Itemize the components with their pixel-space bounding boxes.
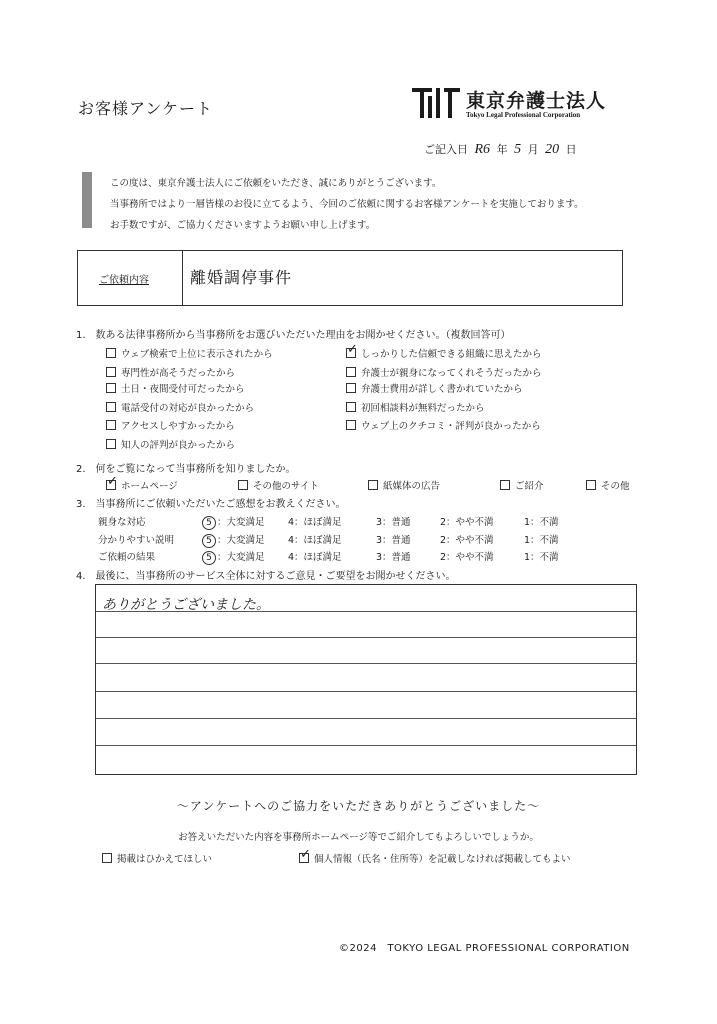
intro-text [110,173,584,236]
logo-english-name: Tokyo Legal Professional Corporation [466,111,581,119]
date-day[interactable]: 20 [545,142,560,157]
q2-option[interactable]: ✓ ホームページ [106,478,178,492]
ruled-line [96,611,636,612]
rating-row [98,532,578,546]
rating-option[interactable]: 4：ほぼ満足 [288,517,342,528]
ruled-line [96,718,636,719]
checkbox[interactable] [102,853,112,863]
consent-option[interactable]: 掲載はひかえてほしい [102,851,212,865]
checkbox[interactable] [346,402,356,412]
q1-option[interactable]: ウェブ上のクチコミ・評判が良かったから [346,418,541,432]
rating-option[interactable]: 2：やや不満 [440,517,494,528]
intro-line: お手数ですが、ご協力くださいますようお願い申し上げます。 [110,220,376,231]
rating-option[interactable]: 4：ほぼ満足 [288,552,342,563]
q1-option[interactable]: 専門性が高そうだったから [106,365,235,379]
rating-label: 分かりやすい説明 [98,535,175,546]
comment-box[interactable] [95,584,637,775]
consent-question: お答えいただいた内容を事務所ホームページ等でご紹介してもよろしいでしょうか。 [178,832,539,843]
thanks-message: 〜アンケートへのご協力をいただきありがとうございました〜 [176,799,541,813]
intro-line: この度は、東京弁護士法人にご依頼をいただき、誠にありがとうございます。 [110,178,442,189]
ruled-line [96,745,636,746]
intro-accent-bar [82,172,92,228]
logo-mark-icon [410,86,462,120]
q1-option[interactable]: 土日・夜間受付可だったから [106,381,245,395]
selected-circle: 5 [202,516,216,530]
rating-option[interactable]: 1：不満 [524,552,559,563]
q1-option[interactable]: ✓ しっかりした信頼できる組織に思えたから [346,346,542,360]
rating-option[interactable]: 3：普通 [376,517,411,528]
q2-option[interactable]: 紙媒体の広告 [368,478,440,492]
q1-option[interactable]: ウェブ検索で上位に表示されたから [106,346,273,360]
rating-option-selected[interactable]: 5 ：大変満足 [202,532,265,548]
checkbox[interactable] [586,480,596,490]
question-4: 4. 最後に、当事務所のサービス全体に対するご意見・ご要望をお聞かせください。 [76,571,456,582]
date-month[interactable]: 5 [514,142,522,157]
checkbox[interactable] [500,480,510,490]
rating-row [98,549,578,563]
ruled-line [96,637,636,638]
checkbox[interactable] [106,348,116,358]
entry-date [424,141,577,158]
rating-label: 親身な対応 [98,517,146,528]
rating-option[interactable]: 1：不満 [524,517,559,528]
ruled-line [96,691,636,692]
checkbox[interactable] [346,420,356,430]
request-label-cell [78,251,183,305]
q1-option[interactable]: 弁護士費用が詳しく書かれていたから [346,381,523,395]
checkbox[interactable] [346,367,356,377]
request-label: ご依頼内容 [99,275,149,286]
selected-circle: 5 [202,551,216,565]
question-2: 2. 何をご覧になって当事務所を知りましたか。 [76,464,296,475]
question-1: 1. 数ある法律事務所から当事務所をお選びいただいた理由をお聞かせください。（複数回答可） [76,330,511,341]
request-value[interactable]: 離婚調停事件 [190,268,293,287]
checkbox[interactable] [368,480,378,490]
request-box [77,250,623,306]
q2-option[interactable]: その他 [586,478,630,492]
checkbox[interactable] [346,383,356,393]
logo-name: 東京弁護士法人 [466,90,607,112]
checkbox-checked[interactable] [346,348,356,358]
rating-option[interactable]: 3：普通 [376,535,411,546]
comment-answer[interactable]: ありがとうございました。 [102,597,270,613]
rating-option[interactable]: 2：やや不満 [440,535,494,546]
q1-option[interactable]: 知人の評判が良かったから [106,437,235,451]
q1-option[interactable]: 弁護士が親身になってくれそうだったから [346,365,542,379]
checkbox[interactable] [106,420,116,430]
date-label: ご記入日 [424,143,468,156]
q2-option[interactable]: その他のサイト [238,478,319,492]
rating-option-selected[interactable]: 5 ：大変満足 [202,514,265,530]
date-year-unit: 年 [496,143,508,156]
rating-label: ご依頼の結果 [98,552,156,563]
checkbox[interactable] [106,402,116,412]
q2-option[interactable]: ご紹介 [500,478,544,492]
selected-circle: 5 [202,534,216,548]
date-month-unit: 月 [527,143,539,156]
date-day-unit: 日 [565,143,577,156]
rating-option[interactable]: 1：不満 [524,535,559,546]
rating-option[interactable]: 4：ほぼ満足 [288,535,342,546]
checkbox[interactable] [106,383,116,393]
rating-option-selected[interactable]: 5 ：大変満足 [202,549,265,565]
q1-option[interactable]: アクセスしやすかったから [106,418,235,432]
checkbox[interactable] [106,439,116,449]
checkbox[interactable] [106,367,116,377]
q1-option[interactable]: 初回相談料が無料だったから [346,400,485,414]
question-3: 3. 当事務所にご依頼いただいたご感想をお教えください。 [76,499,346,510]
date-era[interactable]: R6 [474,142,491,157]
checkbox-checked[interactable] [299,853,309,863]
intro-line: 当事務所ではより一層皆様のお役に立てるよう、今回のご依頼に関するお客様アンケートを実施しております。 [110,199,584,210]
consent-option[interactable]: ✓ 個人情報（氏名・住所等）を記載しなければ掲載してもよい [299,851,571,865]
checkbox-checked[interactable] [106,480,116,490]
page-title: お客様アンケート [78,99,214,118]
rating-option[interactable]: 3：普通 [376,552,411,563]
company-logo [410,86,610,126]
q1-option[interactable]: 電話受付の対応が良かったから [106,400,254,414]
rating-option[interactable]: 2：やや不満 [440,552,494,563]
ruled-line [96,663,636,664]
checkbox[interactable] [238,480,248,490]
footer-copyright: ©2024 TOKYO LEGAL PROFESSIONAL CORPORATION [339,943,630,954]
rating-row [98,514,578,528]
